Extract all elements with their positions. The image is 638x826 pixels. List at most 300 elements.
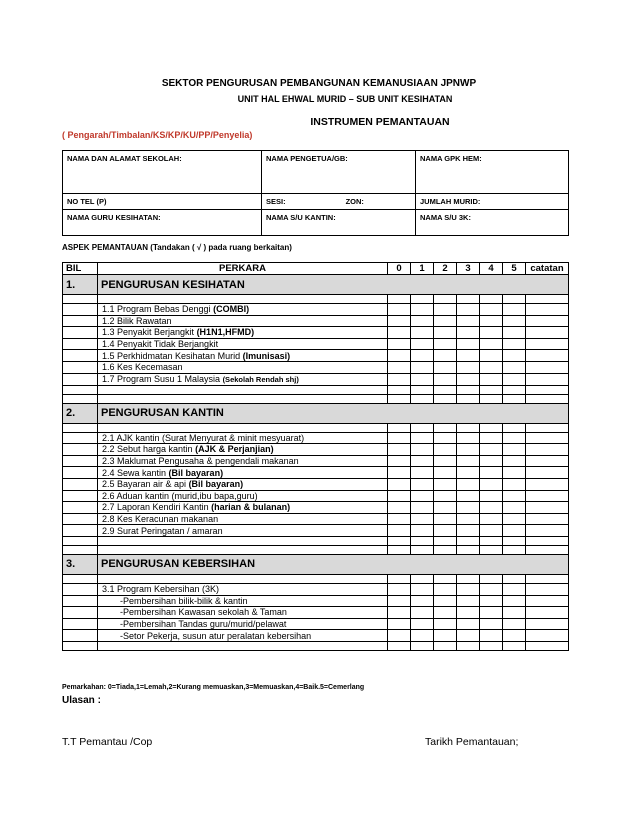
score-cell-5[interactable] <box>503 304 526 316</box>
score-cell-5[interactable] <box>503 295 526 304</box>
catatan-cell[interactable] <box>526 525 569 537</box>
score-cell-2[interactable] <box>434 641 457 650</box>
item-cell <box>98 630 388 642</box>
score-cell-4[interactable] <box>480 478 503 490</box>
spacer-cell <box>63 394 98 403</box>
score-cell-3[interactable] <box>457 327 480 339</box>
bil-cell <box>63 490 98 502</box>
header-catatan: catatan <box>526 263 569 275</box>
score-cell-0[interactable] <box>388 327 411 339</box>
score-cell-0[interactable] <box>388 630 411 642</box>
score-cell-5[interactable] <box>503 455 526 467</box>
score-cell-4[interactable] <box>480 513 503 525</box>
score-cell-1[interactable] <box>411 525 434 537</box>
score-cell-5[interactable] <box>503 327 526 339</box>
score-cell-3[interactable] <box>457 467 480 479</box>
score-cell-4[interactable] <box>480 295 503 304</box>
catatan-cell[interactable] <box>526 327 569 339</box>
score-cell-2[interactable] <box>434 513 457 525</box>
score-cell-5[interactable] <box>503 630 526 642</box>
score-cell-3[interactable] <box>457 295 480 304</box>
score-cell-1[interactable] <box>411 327 434 339</box>
score-cell-4[interactable] <box>480 618 503 630</box>
score-cell-1[interactable] <box>411 513 434 525</box>
score-cell-1[interactable] <box>411 502 434 514</box>
3k-secretary-field[interactable]: NAMA S/U 3K: <box>416 210 569 236</box>
principal-name-field[interactable]: NAMA PENGETUA/GB: <box>262 151 416 194</box>
score-cell-1[interactable] <box>411 490 434 502</box>
score-cell-1[interactable] <box>411 641 434 650</box>
score-cell-5[interactable] <box>503 373 526 385</box>
score-cell-0[interactable] <box>388 513 411 525</box>
table-row <box>63 607 569 619</box>
score-cell-2[interactable] <box>434 295 457 304</box>
score-cell-5[interactable] <box>503 467 526 479</box>
score-cell-5[interactable] <box>503 361 526 373</box>
score-cell-2[interactable] <box>434 467 457 479</box>
catatan-cell[interactable] <box>526 574 569 583</box>
score-cell-0[interactable] <box>388 385 411 394</box>
item-cell <box>98 350 388 362</box>
spacer-row <box>63 295 569 304</box>
score-cell-0[interactable] <box>388 444 411 456</box>
score-cell-5[interactable] <box>503 502 526 514</box>
score-cell-4[interactable] <box>480 607 503 619</box>
score-cell-3[interactable] <box>457 478 480 490</box>
score-cell-5[interactable] <box>503 641 526 650</box>
table-row <box>63 478 569 490</box>
spacer-row <box>63 385 569 394</box>
item-cell <box>98 315 388 327</box>
item-cell <box>98 338 388 350</box>
catatan-cell[interactable] <box>526 478 569 490</box>
score-cell-4[interactable] <box>480 315 503 327</box>
bil-cell <box>63 350 98 362</box>
score-cell-5[interactable] <box>503 315 526 327</box>
catatan-cell[interactable] <box>526 513 569 525</box>
score-cell-3[interactable] <box>457 444 480 456</box>
catatan-cell[interactable] <box>526 467 569 479</box>
item-label-note: (Sekolah Rendah shj) <box>222 374 299 384</box>
header-score-3: 3 <box>457 263 480 275</box>
score-cell-5[interactable] <box>503 350 526 362</box>
catatan-cell[interactable] <box>526 295 569 304</box>
score-cell-5[interactable] <box>503 490 526 502</box>
catatan-cell[interactable] <box>526 455 569 467</box>
score-cell-1[interactable] <box>411 432 434 444</box>
bil-cell <box>63 502 98 514</box>
score-cell-3[interactable] <box>457 630 480 642</box>
school-name-field[interactable]: NAMA DAN ALAMAT SEKOLAH: <box>63 151 262 194</box>
score-cell-4[interactable] <box>480 490 503 502</box>
score-cell-5[interactable] <box>503 618 526 630</box>
phone-field[interactable]: NO TEL (P) <box>63 194 262 210</box>
score-cell-0[interactable] <box>388 373 411 385</box>
section-row <box>63 554 569 574</box>
score-cell-1[interactable] <box>411 478 434 490</box>
item-label: 1.1 Program Bebas Denggi <box>102 304 214 315</box>
score-cell-3[interactable] <box>457 618 480 630</box>
item-label: 1.4 Penyakit Tidak Berjangkit <box>102 339 219 350</box>
score-cell-4[interactable] <box>480 394 503 403</box>
catatan-cell[interactable] <box>526 423 569 432</box>
score-cell-0[interactable] <box>388 618 411 630</box>
item-label: 2.7 Laporan Kendiri Kantin <box>102 502 212 513</box>
score-cell-3[interactable] <box>457 338 480 350</box>
score-cell-0[interactable] <box>388 583 411 595</box>
item-label-bold: (AJK & Perjanjian) <box>195 444 274 455</box>
score-cell-5[interactable] <box>503 536 526 545</box>
score-cell-2[interactable] <box>434 525 457 537</box>
health-teacher-field[interactable]: NAMA GURU KESIHATAN: <box>63 210 262 236</box>
score-cell-4[interactable] <box>480 574 503 583</box>
score-cell-1[interactable] <box>411 444 434 456</box>
bil-cell <box>63 607 98 619</box>
section-title-text: PENGURUSAN KESIHATAN <box>101 278 245 291</box>
catatan-cell[interactable] <box>526 394 569 403</box>
score-cell-1[interactable] <box>411 350 434 362</box>
item-cell <box>98 432 388 444</box>
score-cell-0[interactable] <box>388 394 411 403</box>
score-cell-1[interactable] <box>411 467 434 479</box>
score-cell-4[interactable] <box>480 641 503 650</box>
catatan-cell[interactable] <box>526 315 569 327</box>
score-cell-1[interactable] <box>411 373 434 385</box>
catatan-cell[interactable] <box>526 361 569 373</box>
score-cell-5[interactable] <box>503 607 526 619</box>
score-cell-3[interactable] <box>457 490 480 502</box>
score-cell-5[interactable] <box>503 444 526 456</box>
score-cell-1[interactable] <box>411 394 434 403</box>
score-cell-2[interactable] <box>434 385 457 394</box>
score-cell-2[interactable] <box>434 574 457 583</box>
score-cell-0[interactable] <box>388 525 411 537</box>
table-row <box>63 432 569 444</box>
score-cell-4[interactable] <box>480 327 503 339</box>
table-row <box>63 502 569 514</box>
score-cell-4[interactable] <box>480 630 503 642</box>
score-cell-3[interactable] <box>457 361 480 373</box>
score-cell-2[interactable] <box>434 545 457 554</box>
score-cell-3[interactable] <box>457 394 480 403</box>
score-cell-1[interactable] <box>411 618 434 630</box>
score-cell-5[interactable] <box>503 595 526 607</box>
score-cell-3[interactable] <box>457 574 480 583</box>
score-cell-3[interactable] <box>457 373 480 385</box>
score-cell-0[interactable] <box>388 467 411 479</box>
score-cell-1[interactable] <box>411 583 434 595</box>
catatan-cell[interactable] <box>526 373 569 385</box>
score-cell-4[interactable] <box>480 444 503 456</box>
item-cell <box>98 502 388 514</box>
score-cell-2[interactable] <box>434 432 457 444</box>
score-cell-1[interactable] <box>411 361 434 373</box>
score-cell-4[interactable] <box>480 385 503 394</box>
score-cell-2[interactable] <box>434 618 457 630</box>
item-label: 1.6 Kes Kecemasan <box>102 362 183 373</box>
score-cell-2[interactable] <box>434 304 457 316</box>
score-cell-1[interactable] <box>411 423 434 432</box>
score-cell-2[interactable] <box>434 338 457 350</box>
score-cell-0[interactable] <box>388 574 411 583</box>
score-cell-0[interactable] <box>388 490 411 502</box>
score-cell-2[interactable] <box>434 444 457 456</box>
item-label-bold: (harian & bulanan) <box>211 502 291 513</box>
score-cell-3[interactable] <box>457 423 480 432</box>
table-header-row <box>63 263 569 275</box>
score-cell-4[interactable] <box>480 350 503 362</box>
score-cell-0[interactable] <box>388 423 411 432</box>
spacer-row <box>63 394 569 403</box>
catatan-cell[interactable] <box>526 607 569 619</box>
bil-cell <box>63 444 98 456</box>
canteen-secretary-field[interactable]: NAMA S/U KANTIN: <box>262 210 416 236</box>
item-label: 1.7 Program Susu 1 Malaysia <box>102 373 223 384</box>
catatan-cell[interactable] <box>526 618 569 630</box>
score-cell-4[interactable] <box>480 423 503 432</box>
section-title <box>98 275 569 295</box>
catatan-cell[interactable] <box>526 502 569 514</box>
section-number: 1. <box>63 275 98 295</box>
score-cell-0[interactable] <box>388 478 411 490</box>
spacer-cell <box>63 641 98 650</box>
item-text-wrap <box>102 468 223 478</box>
session-zone-field[interactable]: SESI: ZON: <box>262 194 416 210</box>
item-cell <box>98 478 388 490</box>
score-cell-5[interactable] <box>503 394 526 403</box>
student-count-field[interactable]: JUMLAH MURID: <box>416 194 569 210</box>
catatan-cell[interactable] <box>526 536 569 545</box>
item-label: 2.6 Aduan kantin (murid,ibu bapa,guru) <box>102 490 258 501</box>
score-cell-0[interactable] <box>388 338 411 350</box>
score-cell-3[interactable] <box>457 304 480 316</box>
score-cell-4[interactable] <box>480 373 503 385</box>
section-row <box>63 275 569 295</box>
spacer-row <box>63 545 569 554</box>
score-cell-3[interactable] <box>457 595 480 607</box>
score-cell-3[interactable] <box>457 536 480 545</box>
score-cell-0[interactable] <box>388 432 411 444</box>
score-cell-5[interactable] <box>503 513 526 525</box>
table-row <box>63 630 569 642</box>
score-cell-4[interactable] <box>480 304 503 316</box>
score-cell-3[interactable] <box>457 455 480 467</box>
score-cell-3[interactable] <box>457 502 480 514</box>
score-cell-1[interactable] <box>411 545 434 554</box>
catatan-cell[interactable] <box>526 630 569 642</box>
section-title <box>98 403 569 423</box>
score-cell-1[interactable] <box>411 338 434 350</box>
score-cell-5[interactable] <box>503 423 526 432</box>
score-cell-4[interactable] <box>480 455 503 467</box>
score-cell-5[interactable] <box>503 545 526 554</box>
item-cell <box>98 607 388 619</box>
item-label: 2.9 Surat Peringatan / amaran <box>102 525 223 536</box>
catatan-cell[interactable] <box>526 350 569 362</box>
score-cell-2[interactable] <box>434 583 457 595</box>
score-cell-2[interactable] <box>434 502 457 514</box>
score-cell-3[interactable] <box>457 385 480 394</box>
score-cell-0[interactable] <box>388 315 411 327</box>
score-cell-2[interactable] <box>434 490 457 502</box>
score-cell-4[interactable] <box>480 545 503 554</box>
table-row <box>63 455 569 467</box>
catatan-cell[interactable] <box>526 595 569 607</box>
score-cell-0[interactable] <box>388 595 411 607</box>
score-cell-0[interactable] <box>388 304 411 316</box>
gpk-name-field[interactable]: NAMA GPK HEM: <box>416 151 569 194</box>
score-cell-3[interactable] <box>457 350 480 362</box>
monitor-date-label: Tarikh Pemantauan; <box>425 736 519 748</box>
item-label: 3.1 Program Kebersihan (3K) <box>102 584 220 595</box>
spacer-cell <box>63 545 98 554</box>
score-cell-2[interactable] <box>434 478 457 490</box>
score-cell-3[interactable] <box>457 513 480 525</box>
item-text-wrap <box>102 479 243 489</box>
score-cell-4[interactable] <box>480 467 503 479</box>
score-cell-2[interactable] <box>434 361 457 373</box>
catatan-cell[interactable] <box>526 444 569 456</box>
monitor-signature-label: T.T Pemantau /Cop <box>62 736 153 748</box>
item-label: -Pembersihan bilik-bilik & kantin <box>120 595 248 606</box>
catatan-cell[interactable] <box>526 490 569 502</box>
item-cell <box>98 304 388 316</box>
score-cell-2[interactable] <box>434 607 457 619</box>
score-cell-0[interactable] <box>388 536 411 545</box>
spacer-cell <box>98 394 388 403</box>
table-row <box>63 361 569 373</box>
score-cell-4[interactable] <box>480 525 503 537</box>
score-cell-2[interactable] <box>434 423 457 432</box>
header-score-2: 2 <box>434 263 457 275</box>
table-row <box>63 525 569 537</box>
catatan-cell[interactable] <box>526 432 569 444</box>
score-cell-4[interactable] <box>480 338 503 350</box>
bil-cell <box>63 304 98 316</box>
item-cell <box>98 455 388 467</box>
spacer-cell <box>63 536 98 545</box>
score-cell-2[interactable] <box>434 315 457 327</box>
score-cell-5[interactable] <box>503 478 526 490</box>
score-cell-0[interactable] <box>388 295 411 304</box>
item-text-wrap <box>102 316 172 326</box>
catatan-cell[interactable] <box>526 545 569 554</box>
score-cell-2[interactable] <box>434 536 457 545</box>
score-cell-1[interactable] <box>411 536 434 545</box>
score-cell-5[interactable] <box>503 432 526 444</box>
score-cell-4[interactable] <box>480 583 503 595</box>
score-cell-1[interactable] <box>411 304 434 316</box>
score-cell-5[interactable] <box>503 525 526 537</box>
item-cell <box>98 595 388 607</box>
score-cell-1[interactable] <box>411 595 434 607</box>
item-label: 1.3 Penyakit Berjangkit <box>102 327 197 338</box>
item-label: 2.3 Maklumat Pengusaha & pengendali makanan <box>102 456 299 467</box>
spacer-cell <box>98 574 388 583</box>
score-cell-3[interactable] <box>457 583 480 595</box>
score-cell-1[interactable] <box>411 607 434 619</box>
item-text-wrap <box>102 502 290 512</box>
score-cell-3[interactable] <box>457 525 480 537</box>
score-cell-2[interactable] <box>434 595 457 607</box>
scoring-note: Pemarkahan: 0=Tiada,1=Lemah,2=Kurang memuaskan,3=Memuaskan,4=Baik.5=Cemerlang <box>62 684 365 691</box>
score-cell-1[interactable] <box>411 295 434 304</box>
comments-label: Ulasan : <box>62 695 101 706</box>
score-cell-4[interactable] <box>480 502 503 514</box>
score-cell-4[interactable] <box>480 595 503 607</box>
score-cell-2[interactable] <box>434 394 457 403</box>
score-cell-1[interactable] <box>411 315 434 327</box>
score-cell-0[interactable] <box>388 350 411 362</box>
spacer-row <box>63 423 569 432</box>
item-cell <box>98 618 388 630</box>
score-cell-0[interactable] <box>388 641 411 650</box>
score-cell-1[interactable] <box>411 385 434 394</box>
table-row <box>63 304 569 316</box>
score-cell-5[interactable] <box>503 583 526 595</box>
item-text-wrap <box>102 304 249 314</box>
score-cell-2[interactable] <box>434 327 457 339</box>
score-cell-0[interactable] <box>388 361 411 373</box>
score-cell-2[interactable] <box>434 630 457 642</box>
score-cell-5[interactable] <box>503 385 526 394</box>
catatan-cell[interactable] <box>526 641 569 650</box>
score-cell-1[interactable] <box>411 630 434 642</box>
score-cell-4[interactable] <box>480 361 503 373</box>
item-label-bold: (Bil bayaran) <box>168 467 224 478</box>
score-cell-4[interactable] <box>480 536 503 545</box>
bil-cell <box>63 467 98 479</box>
table-row <box>63 618 569 630</box>
catatan-cell[interactable] <box>526 385 569 394</box>
header-line-2: UNIT HAL EHWAL MURID – SUB UNIT KESIHATAN <box>237 94 453 104</box>
section-title <box>98 554 569 574</box>
item-cell <box>98 327 388 339</box>
aspect-instruction: ASPEK PEMANTAUAN (Tandakan ( √ ) pada ruang berkaitan) <box>62 243 292 252</box>
score-cell-2[interactable] <box>434 455 457 467</box>
score-cell-3[interactable] <box>457 432 480 444</box>
catatan-cell[interactable] <box>526 338 569 350</box>
score-cell-3[interactable] <box>457 607 480 619</box>
table-row <box>63 490 569 502</box>
score-cell-0[interactable] <box>388 545 411 554</box>
score-cell-5[interactable] <box>503 574 526 583</box>
score-cell-0[interactable] <box>388 607 411 619</box>
item-cell <box>98 361 388 373</box>
table-row <box>63 327 569 339</box>
score-cell-5[interactable] <box>503 338 526 350</box>
score-cell-3[interactable] <box>457 315 480 327</box>
header-score-1: 1 <box>411 263 434 275</box>
score-cell-2[interactable] <box>434 350 457 362</box>
score-cell-1[interactable] <box>411 455 434 467</box>
score-cell-3[interactable] <box>457 545 480 554</box>
score-cell-1[interactable] <box>411 574 434 583</box>
score-cell-0[interactable] <box>388 455 411 467</box>
spacer-cell <box>98 536 388 545</box>
score-cell-4[interactable] <box>480 432 503 444</box>
catatan-cell[interactable] <box>526 583 569 595</box>
bil-cell <box>63 525 98 537</box>
section-row <box>63 403 569 423</box>
spacer-cell <box>98 385 388 394</box>
catatan-cell[interactable] <box>526 304 569 316</box>
score-cell-0[interactable] <box>388 502 411 514</box>
spacer-cell <box>63 295 98 304</box>
score-cell-3[interactable] <box>457 641 480 650</box>
score-cell-2[interactable] <box>434 373 457 385</box>
item-label: 2.2 Sebut harga kantin <box>102 444 196 455</box>
